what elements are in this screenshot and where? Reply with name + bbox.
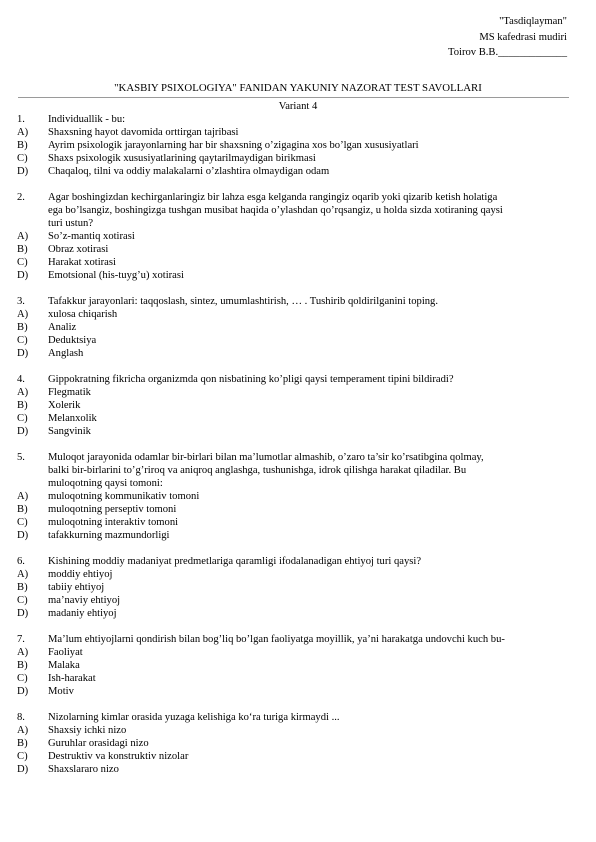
answer-option: [17, 750, 576, 763]
option-text: tafakkurning mazmundorligi: [48, 530, 170, 541]
answer-option: [17, 230, 576, 243]
answer-option: [17, 165, 576, 178]
option-letter: A): [17, 309, 29, 320]
question-number: 6.: [17, 556, 25, 567]
option-letter: A): [17, 127, 29, 138]
answer-option: [17, 256, 576, 269]
answer-option: [17, 347, 576, 360]
question-text: turi ustun?: [48, 218, 94, 229]
question-number: 4.: [17, 374, 25, 385]
answer-option: [17, 308, 576, 321]
question-text: Nizolarning kimlar orasida yuzaga kelishiga ko‘ra turiga kirmaydi ...: [48, 712, 340, 723]
option-letter: B): [17, 738, 28, 749]
option-letter: C): [17, 153, 28, 164]
question-block: [17, 451, 576, 542]
option-letter: D): [17, 530, 29, 541]
option-letter: B): [17, 582, 28, 593]
question-block: [17, 555, 576, 620]
answer-option: [17, 607, 576, 620]
answer-option: [17, 386, 576, 399]
option-letter: C): [17, 595, 28, 606]
option-letter: C): [17, 673, 28, 684]
indent: [17, 217, 48, 230]
option-letter: A): [17, 725, 29, 736]
answer-option: [17, 685, 576, 698]
question-block: [17, 295, 576, 360]
question-number: 8.: [17, 712, 25, 723]
variant-label: Variant 4: [278, 101, 318, 112]
option-text: Anglash: [48, 348, 84, 359]
answer-option: [17, 412, 576, 425]
option-letter: C): [17, 335, 28, 346]
option-text: Emotsional (his-tuyg’u) xotirasi: [48, 270, 184, 281]
option-letter: B): [17, 244, 28, 255]
option-letter: D): [17, 166, 29, 177]
option-text: Shaxs psixologik xususiyatlarining qaytarilmaydigan birikmasi: [48, 153, 316, 164]
option-letter: B): [17, 400, 28, 411]
answer-option: [17, 334, 576, 347]
question-text-row: [17, 373, 576, 386]
option-letter: D): [17, 764, 29, 775]
answer-option: [17, 516, 576, 529]
question-number: 7.: [17, 634, 25, 645]
answer-option: [17, 659, 576, 672]
question-number: 3.: [17, 296, 25, 307]
question-block: [17, 113, 576, 178]
question-text-row: [17, 295, 576, 308]
option-text: Shaxsning hayot davomida orttirgan tajribasi: [48, 127, 239, 138]
option-text: Melanxolik: [48, 413, 97, 424]
question-text: Gippokratning fikricha organizmda qon nisbatining ko’pligi qaysi temperament tipini bildiradi?: [48, 374, 454, 385]
answer-option: [17, 425, 576, 438]
option-text: Deduktsiya: [48, 335, 97, 346]
question-block: [17, 373, 576, 438]
answer-option: [17, 581, 576, 594]
option-letter: A): [17, 491, 29, 502]
option-letter: D): [17, 270, 29, 281]
option-letter: B): [17, 504, 28, 515]
question-text: Tafakkur jarayonlari: taqqoslash, sintez, umumlashtirish, … . Tushirib qoldirilganini toping.: [48, 296, 439, 307]
answer-option: [17, 529, 576, 542]
option-letter: B): [17, 660, 28, 671]
question-text-row: [17, 711, 576, 724]
question-text-row: [17, 555, 576, 568]
question-text-row: [17, 451, 576, 464]
question-text-row: [17, 633, 576, 646]
approval-heading: "Tasdiqlayman": [499, 16, 567, 27]
option-text: Shaxslararo nizo: [48, 764, 119, 775]
approval-signature-line: Toirov B.B._____________: [447, 47, 567, 58]
option-text: muloqotning interaktiv tomoni: [48, 517, 179, 528]
question-text-row: [17, 191, 576, 204]
answer-option: [17, 243, 576, 256]
option-text: Flegmatik: [48, 387, 91, 398]
option-text: tabiiy ehtiyoj: [48, 582, 105, 593]
option-letter: A): [17, 387, 29, 398]
question-text-row: [17, 204, 576, 217]
question-text-row: [17, 464, 576, 477]
question-text: muloqotning qaysi tomoni:: [48, 478, 163, 489]
option-text: xulosa chiqarish: [48, 309, 118, 320]
option-text: So’z-mantiq xotirasi: [48, 231, 135, 242]
option-letter: B): [17, 140, 28, 151]
option-text: Ayrim psixologik jarayonlarning har bir shaxsning o’zigagina xos bo’lgan xususiyatlari: [48, 140, 419, 151]
answer-option: [17, 503, 576, 516]
option-letter: A): [17, 647, 29, 658]
answer-option: [17, 737, 576, 750]
option-text: muloqotning kommunikativ tomoni: [48, 491, 200, 502]
option-letter: D): [17, 348, 29, 359]
answer-option: [17, 568, 576, 581]
question-number: 5.: [17, 452, 25, 463]
answer-option: [17, 269, 576, 282]
answer-option: [17, 139, 576, 152]
option-text: Destruktiv va konstruktiv nizolar: [48, 751, 189, 762]
option-letter: C): [17, 257, 28, 268]
option-text: Chaqaloq, tilni va oddiy malakalarni o’zlashtira olmaydigan odam: [48, 166, 330, 177]
question-text: Ma’lum ehtiyojlarni qondirish bilan bog’liq bo’lgan faoliyatga moyillik, ya’ni harakatga undovchi kuch bu-: [48, 634, 505, 645]
document-title: "KASBIY PSIXOLOGIYA" FANIDAN YAKUNIY NAZORAT TEST SAVOLLARI: [114, 82, 482, 94]
option-text: Motiv: [48, 686, 74, 697]
answer-option: [17, 763, 576, 776]
indent: [17, 204, 48, 217]
option-text: Shaxsiy ichki nizo: [48, 725, 127, 736]
answer-option: [17, 724, 576, 737]
answer-option: [17, 126, 576, 139]
option-letter: C): [17, 751, 28, 762]
approval-position: MS kafedrasi mudiri: [479, 31, 567, 43]
question-block: [17, 191, 576, 282]
question-text-row: [17, 113, 576, 126]
question-block: [17, 711, 576, 776]
approval-block: [448, 14, 567, 61]
answer-option: [17, 490, 576, 503]
title-divider: [18, 97, 569, 98]
option-letter: C): [17, 413, 28, 424]
option-text: Malaka: [48, 660, 80, 671]
answer-option: [17, 321, 576, 334]
option-letter: B): [17, 322, 28, 333]
option-letter: D): [17, 608, 29, 619]
option-letter: C): [17, 517, 28, 528]
option-text: Ish-harakat: [48, 673, 96, 684]
question-number: 2.: [17, 192, 25, 203]
question-list: [17, 113, 576, 776]
option-text: Faoliyat: [48, 647, 83, 658]
option-text: Analiz: [48, 322, 77, 333]
option-text: Obraz xotirasi: [48, 244, 109, 255]
option-letter: D): [17, 426, 29, 437]
question-text: Individuallik - bu:: [48, 114, 126, 125]
option-text: ma’naviy ehtiyoj: [48, 595, 121, 606]
option-text: Guruhlar orasidagi nizo: [48, 738, 149, 749]
question-text: balki bir-birlarini to’g’riroq va aniqroq anglashga, tushunishga, idrok qilishga harakat qiladilar. Bu: [48, 465, 467, 476]
question-text: Muloqot jarayonida odamlar bir-birlari bilan ma’lumotlar almashib, o’zaro ta’sir ko’rsatibgina qolmay,: [48, 452, 484, 463]
answer-option: [17, 152, 576, 165]
option-letter: D): [17, 686, 29, 697]
answer-option: [17, 594, 576, 607]
option-text: Harakat xotirasi: [48, 257, 116, 268]
answer-option: [17, 646, 576, 659]
question-text: Agar boshingizdan kechirganlaringiz bir lahza esga kelganda rangingiz oqarib yoki qizarib ketish holatiga: [48, 192, 498, 203]
indent: [17, 464, 48, 477]
question-text-row: [17, 477, 576, 490]
answer-option: [17, 672, 576, 685]
option-text: Sangvinik: [48, 426, 91, 437]
option-text: Xolerik: [48, 400, 81, 411]
question-number: 1.: [17, 114, 25, 125]
option-text: muloqotning perseptiv tomoni: [48, 504, 177, 515]
question-text: ega bo’lsangiz, boshingizga tushgan musibat haqida o’ylashdan qo’rqsangiz, u holda sizda xotiraning qaysi: [48, 205, 503, 216]
question-block: [17, 633, 576, 698]
question-text-row: [17, 217, 576, 230]
option-text: moddiy ehtiyoj: [48, 569, 113, 580]
indent: [17, 477, 48, 490]
answer-option: [17, 399, 576, 412]
option-letter: A): [17, 231, 29, 242]
question-text: Kishining moddiy madaniyat predmetlariga qaramligi ifodalanadigan ehtiyoj turi qaysi?: [48, 556, 422, 567]
option-text: madaniy ehtiyoj: [48, 608, 117, 619]
option-letter: A): [17, 569, 29, 580]
